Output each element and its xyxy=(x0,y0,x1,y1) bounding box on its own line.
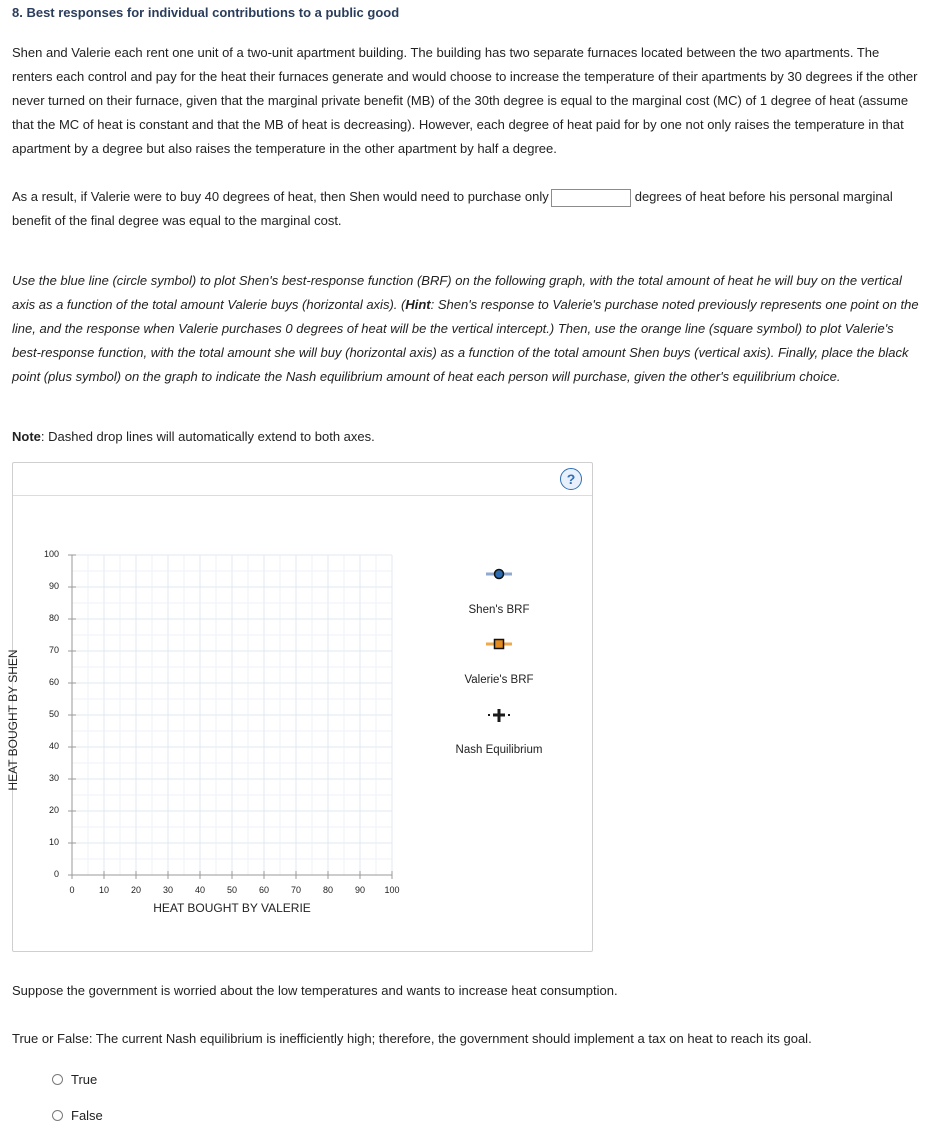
instruction-text-2: : Shen's response to Valerie's purchase noted previously represents one point on the line, and the response when Valerie purchases 0 degrees of heat will be the vertical intercept.) Then, use the orange line (square symbol) to plot Valerie's best-response function, with the total amount she will buy (horizontal axis) as a function of the total amount Shen buys (vertical axis). Finally, place the black point (plus symbol) on the graph to indicate the Nash equilibrium amount of heat each person will purchase, given the other's equilibrium choice. xyxy=(12,297,919,384)
legend-valerie-brf-label: Valerie's BRF xyxy=(464,674,534,686)
note xyxy=(12,429,375,444)
x-tick-label: 20 xyxy=(130,885,142,895)
radio-true[interactable] xyxy=(52,1074,63,1085)
y-tick-label: 30 xyxy=(48,773,59,783)
plus-icon[interactable] xyxy=(484,706,514,724)
x-tick-label: 80 xyxy=(322,885,334,895)
hint-label: Hint xyxy=(405,297,431,312)
y-tick-label: 70 xyxy=(48,645,59,655)
note-text: : Dashed drop lines will automatically extend to both axes. xyxy=(40,429,375,444)
x-tick-label: 50 xyxy=(226,885,238,895)
graph-header xyxy=(13,463,592,496)
shen-heat-answer-input[interactable] xyxy=(551,189,631,207)
note-label: Note xyxy=(12,429,41,444)
graph-instructions xyxy=(12,269,922,389)
y-tick-label: 90 xyxy=(48,581,59,591)
y-tick-label: 0 xyxy=(53,869,59,879)
option-true-label: True xyxy=(71,1072,98,1087)
legend-nash-label: Nash Equilibrium xyxy=(455,744,543,756)
option-true[interactable] xyxy=(52,1072,97,1087)
x-tick-label: 0 xyxy=(69,885,75,895)
y-tick-label: 80 xyxy=(48,613,59,623)
fill-in-text-before: As a result, if Valerie were to buy 40 degrees of heat, then Shen would need to purchase only xyxy=(12,189,549,204)
y-tick-label: 20 xyxy=(48,805,59,815)
option-false[interactable] xyxy=(52,1108,103,1123)
circle-icon[interactable] xyxy=(484,567,514,581)
help-icon[interactable]: ? xyxy=(560,468,582,490)
y-tick-label: 40 xyxy=(48,741,59,751)
x-tick-label: 70 xyxy=(290,885,302,895)
y-axis-title: HEAT BOUGHT BY SHEN xyxy=(6,649,20,791)
y-tick-label: 60 xyxy=(48,677,59,687)
x-axis-title: HEAT BOUGHT BY VALERIE xyxy=(153,901,311,915)
true-false-statement: True or False: The current Nash equilibrium is inefficiently high; therefore, the government should implement a tax on heat to reach its goal. xyxy=(12,1031,812,1046)
x-tick-label: 100 xyxy=(384,885,400,895)
y-tick-label: 100 xyxy=(43,549,59,559)
radio-false[interactable] xyxy=(52,1110,63,1121)
legend-shen-brf-label: Shen's BRF xyxy=(468,604,530,616)
instruction-text-1: Use the blue line (circle symbol) to plot Shen's best-response function (BRF) on the following graph, with the total amount of heat he will buy on the vertical axis as a function of the total amount Valerie buys (horizontal axis). ( xyxy=(12,273,902,312)
option-false-label: False xyxy=(71,1108,103,1123)
fill-in-text-after: degrees of heat before his personal marginal benefit of the final degree was equal to the marginal cost. xyxy=(12,189,893,228)
fill-in-paragraph xyxy=(12,185,922,233)
scenario-paragraph: Shen and Valerie each rent one unit of a two-unit apartment building. The building has two separate furnaces located between the two apartments. The renters each control and pay for the heat their furnaces generate and would choose to increase the temperature of their apartments by 30 degrees if the other never turned on their furnace, given that the marginal private benefit (MB) of the 30th degree is equal to the marginal cost (MC) of 1 degree of heat (assume that the MC of heat is constant and that the MB of heat is decreasing). However, each degree of heat paid for by one not only raises the temperature in that apartment by a degree but also raises the temperature in the other apartment by half a degree. xyxy=(12,45,918,156)
part2-intro: Suppose the government is worried about the low temperatures and wants to increase heat consumption. xyxy=(12,983,618,998)
x-tick-label: 40 xyxy=(194,885,206,895)
x-tick-label: 30 xyxy=(162,885,174,895)
question-title: 8. Best responses for individual contributions to a public good xyxy=(12,5,400,20)
square-icon[interactable] xyxy=(484,637,514,651)
x-tick-label: 60 xyxy=(258,885,270,895)
y-tick-label: 10 xyxy=(48,837,59,847)
y-tick-label: 50 xyxy=(48,709,59,719)
x-tick-label: 10 xyxy=(98,885,110,895)
x-tick-label: 90 xyxy=(354,885,366,895)
